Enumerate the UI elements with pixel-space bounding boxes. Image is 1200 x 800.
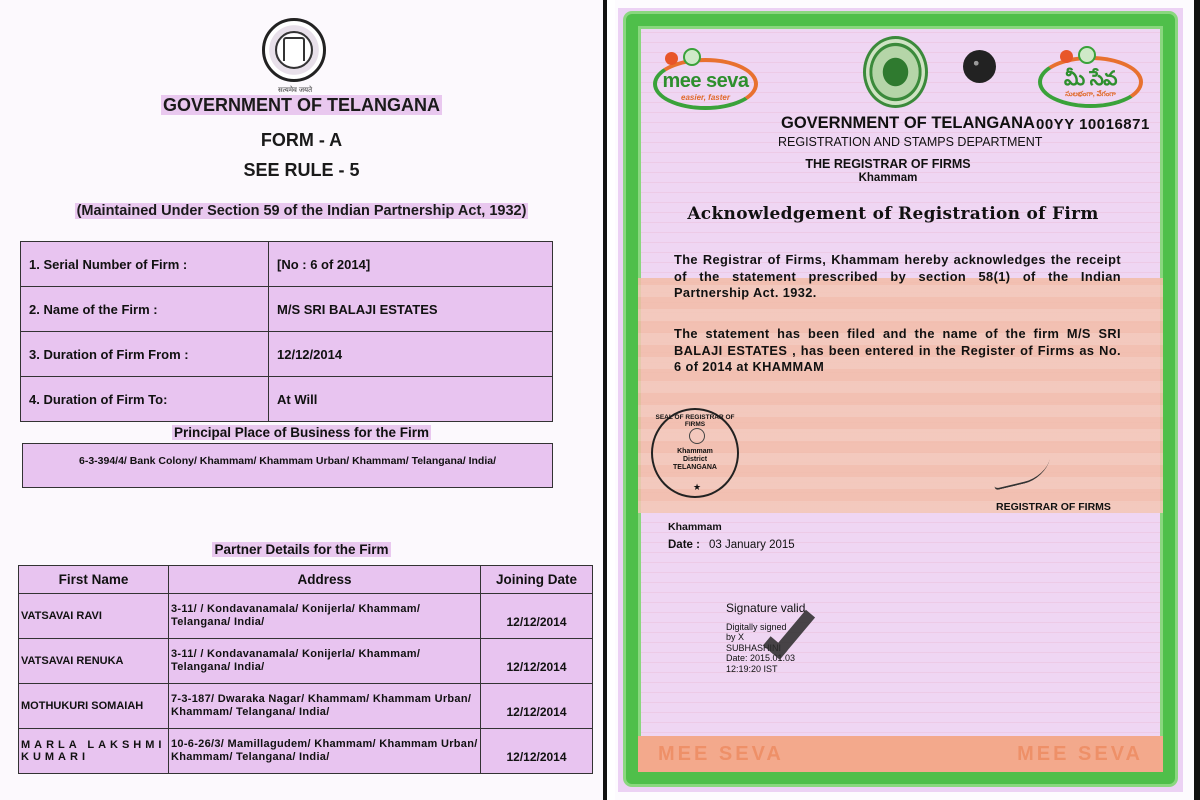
signature-status: Signature valid [726,601,806,615]
page-divider [603,0,615,800]
meeseva-logo-telugu [1038,56,1143,108]
certificate-department: REGISTRATION AND STAMPS DEPARTMENT [778,135,1043,149]
partner-joining-date: 12/12/2014 [481,684,593,729]
digital-signature-line: by X [726,632,745,642]
field-value: 12/12/2014 [269,332,553,377]
meeseva-logo-text: mee seva [662,70,749,92]
partner-row [19,729,593,774]
registration-certificate [618,8,1183,792]
partner-address: 3-11/ / Kondavanamala/ Konijerla/ Khammam/ Telangana/ India/ [169,639,481,684]
certificate-place: Khammam [668,521,722,533]
partner-row [19,684,593,729]
certificate-serial-number: 00YY 10016871 [1036,116,1150,133]
footer-band-text-right: MEE SEVA [1017,743,1143,765]
firm-info-row [21,242,553,287]
registration-statement-paragraph: The statement has been filed and the name of the firm M/S SRI BALAJI ESTATES , has been entered in the Register of Firms as No. 6 of 2014 at KHAMMAM [674,326,1121,374]
principal-place-value: 6-3-394/4/ Bank Colony/ Khammam/ Khammam Urban/ Khammam/ Telangana/ India/ [22,443,553,488]
partner-table [18,565,593,774]
mini-emblem-icon [683,48,701,66]
partner-address: 10-6-26/3/ Mamillagudem/ Khammam/ Khammam Urban/ Khammam/ Telangana/ India/ [169,729,481,774]
star-icon: ★ [693,482,702,492]
certificate-title: Acknowledgement of Registration of Firm [687,204,1099,224]
seal-ring-text: SEAL OF REGISTRAR OF FIRMS [655,414,735,428]
digital-signature-line: SUBHASHINI [726,642,782,653]
registrar-signature-label: REGISTRAR OF FIRMS [996,501,1111,513]
partner-name: VATSAVAI RAVI [19,594,169,639]
column-header-address: Address [169,566,481,594]
partner-table-header [19,566,593,594]
partner-joining-date: 12/12/2014 [481,639,593,684]
meeseva-logo-text: మీ సేవ [1064,68,1117,90]
meeseva-tagline: easier, faster [681,93,730,102]
acknowledgement-paragraph: The Registrar of Firms, Khammam hereby acknowledges the receipt of the statement prescribed by section 58(1) of the Indian Partnership Act. 1932. [674,252,1121,300]
telangana-emblem-icon [262,18,326,82]
partner-row [19,594,593,639]
principal-place-heading: Principal Place of Business for the Firm [173,425,430,440]
field-value: At Will [269,377,553,422]
digital-signature-line: Digitally signed [726,621,787,632]
partner-joining-date: 12/12/2014 [481,729,593,774]
certificate-government-title: GOVERNMENT OF TELANGANA [781,114,1035,132]
telangana-emblem-icon [863,36,928,108]
field-label: 2. Name of the Firm : [21,287,269,332]
form-government-title: GOVERNMENT OF TELANGANA [163,95,440,115]
partner-details-heading: Partner Details for the Firm [214,542,389,557]
certificate-city: Khammam [858,172,918,184]
smiley-icon [665,52,678,65]
footer-band-text-left: MEE SEVA [658,743,784,765]
form-rule-title: SEE RULE - 5 [243,160,360,180]
meeseva-logo-english [653,58,758,110]
seal-emblem-icon [689,428,705,444]
certificate-registrar-heading: THE REGISTRAR OF FIRMS [805,157,971,171]
firm-info-row [21,332,553,377]
digital-signature-line: 12:19:20 IST [726,663,778,674]
partner-address: 3-11/ / Kondavanamala/ Konijerla/ Khammam/ Telangana/ India/ [169,594,481,639]
column-header-joining-date: Joining Date [481,566,593,594]
emblem-motto: सत्यमेव जयते [278,87,313,94]
field-value: [No : 6 of 2014] [269,242,553,287]
firm-info-row [21,287,553,332]
seal-center-text: Khammam District TELANGANA [673,448,717,471]
column-header-first-name: First Name [19,566,169,594]
partner-address: 7-3-187/ Dwaraka Nagar/ Khammam/ Khammam Urban/ Khammam/ Telangana/ India/ [169,684,481,729]
partner-name: MARLA LAKSHMI KUMARI [19,729,169,774]
field-label: 4. Duration of Firm To: [21,377,269,422]
field-label: 3. Duration of Firm From : [21,332,269,377]
mini-emblem-icon [1078,46,1096,64]
form-name-title: FORM - A [260,130,343,150]
digital-signature-line: Date: 2015.01.03 [726,653,796,663]
field-value: M/S SRI BALAJI ESTATES [269,287,553,332]
certificate-date-label: Date : [668,539,700,551]
certificate-date-value: 03 January 2015 [709,539,795,551]
registrar-seal [651,408,739,498]
firm-info-table [20,241,553,422]
partner-row [19,639,593,684]
partner-name: MOTHUKURI SOMAIAH [19,684,169,729]
field-label: 1. Serial Number of Firm : [21,242,269,287]
form-subtitle: (Maintained Under Section 59 of the Indian Partnership Act, 1932) [76,203,527,219]
firm-info-row [21,377,553,422]
smiley-icon [1060,50,1073,63]
partner-name: VATSAVAI RENUKA [19,639,169,684]
hologram-icon [963,50,996,83]
meeseva-tagline: సులభంగా, వేగంగా [1065,91,1116,98]
partner-joining-date: 12/12/2014 [481,594,593,639]
